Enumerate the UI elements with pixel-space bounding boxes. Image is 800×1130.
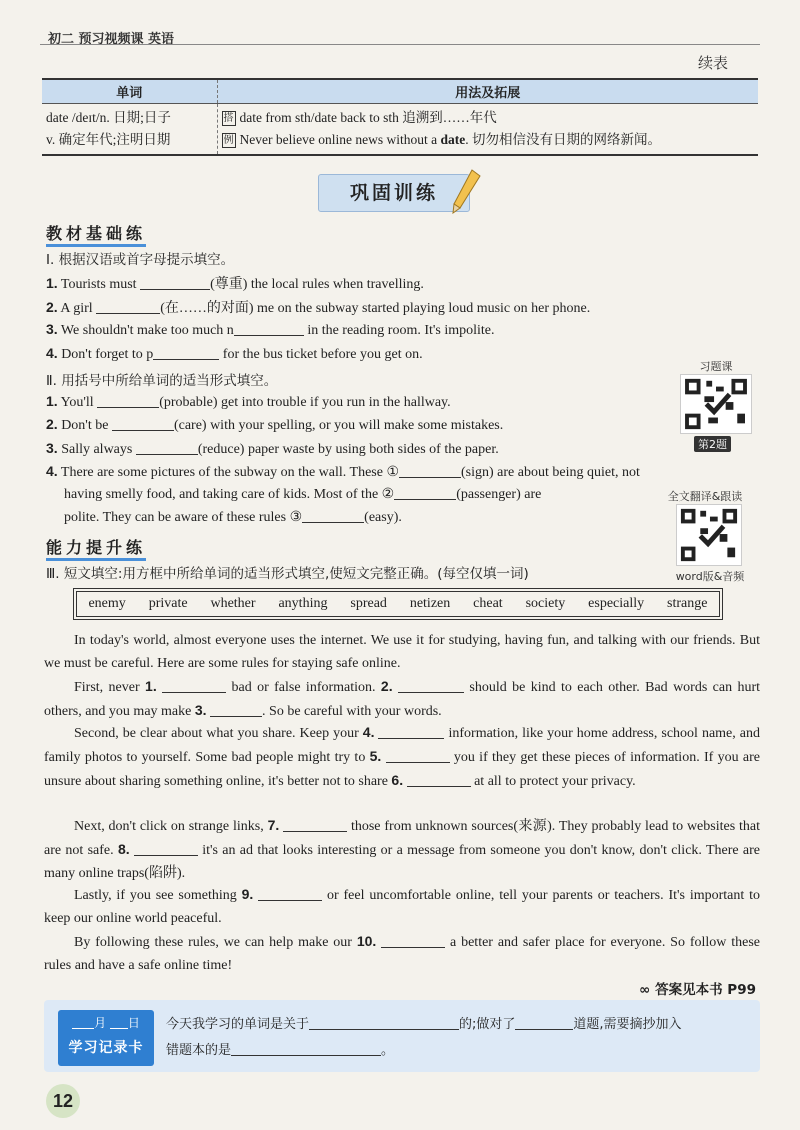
- answer-reference-text: 答案见本书 P99: [655, 982, 756, 998]
- vocab-table: [42, 78, 758, 156]
- answer-reference: [639, 978, 756, 998]
- word-bank-item: strange: [667, 596, 708, 611]
- word-bank-item: spread: [350, 596, 387, 611]
- word-cell: [42, 103, 217, 155]
- p3-text-post: (reduce) paper waste by using both sides of the paper.: [197, 442, 499, 457]
- word-definition-line1: date /deɪt/n. 日期;日子: [46, 109, 171, 125]
- section-underline: [46, 244, 146, 247]
- q1-text-pre: Tourists must: [57, 277, 141, 292]
- p4-l1-post: (sign) are about being quiet, not: [461, 465, 640, 480]
- section-title-basic-text: 教材基础练: [46, 224, 147, 243]
- passage-text: information, like your home address, school name, and family photos to yourself. Some bad people might try to: [44, 726, 760, 765]
- passage-text: should be kind to each other. Bad words can hurt others, and you may make: [44, 680, 761, 719]
- passage-text: at all to protect your privacy.: [470, 774, 636, 789]
- p4-l2-post: (passenger) are: [456, 487, 542, 502]
- qr1-title: 习题课: [699, 360, 733, 373]
- pencil-icon: [450, 168, 482, 214]
- q2-number: 2.: [46, 299, 58, 315]
- passage-text: a better and safer place for everyone. So follow these rules and have a safe online time!: [44, 935, 761, 973]
- usage-example-keyword: date: [440, 131, 466, 147]
- record-card-label: [58, 1010, 154, 1066]
- p2-text-pre: Don't be: [57, 418, 112, 433]
- q3-number: 3.: [46, 321, 58, 337]
- p4-blank-2[interactable]: [394, 486, 456, 500]
- usage-example-pre: Never believe online news without a: [239, 131, 441, 147]
- word-bank-item: whether: [210, 596, 256, 611]
- p3-number: 3.: [46, 440, 58, 456]
- blank-number-9: 9.: [241, 886, 254, 902]
- p4-line3: [64, 509, 402, 526]
- usage-cell: [217, 103, 758, 155]
- passage-text: Lastly, if you see something: [74, 888, 242, 903]
- passage-text: . So be careful with your words.: [262, 704, 442, 719]
- q1-number: 1.: [46, 275, 58, 291]
- running-header: 初二 预习视频课 英语: [48, 32, 175, 47]
- p4-line1: [46, 463, 640, 481]
- passage-text: or feel uncomfortable online, tell your parents or teachers. It's important to keep our online world peaceful.: [44, 888, 761, 926]
- blank-number-3: 3.: [194, 702, 207, 718]
- passage-text: bad or false information.: [226, 680, 381, 695]
- p2: [46, 416, 503, 434]
- q2-text-pre: A girl: [57, 301, 97, 316]
- p3: [46, 440, 499, 458]
- continued-label: 续表: [697, 54, 728, 72]
- passage-text: it's an ad that looks interesting or a message from someone you don't know, don't click. There are many online traps(陷阱).: [44, 843, 760, 881]
- section-underline: [46, 558, 146, 561]
- q1: [46, 273, 424, 293]
- header-rule: [40, 44, 760, 45]
- day-blank[interactable]: [110, 1015, 128, 1029]
- usage-example-post: . 切勿相信没有日期的网络新闻。: [465, 131, 661, 147]
- passage-paragraph-3: [44, 721, 760, 793]
- p3-blank[interactable]: [136, 441, 198, 455]
- p4-blank-1[interactable]: [399, 464, 461, 478]
- month-label: 月: [94, 1016, 107, 1030]
- p4-l3-post: (easy).: [364, 510, 402, 525]
- qr-code-icon[interactable]: [680, 374, 752, 434]
- p4-l1-pre: There are some pictures of the subway on the wall. These ①: [57, 465, 400, 480]
- passage-text: Next, don't click on strange links,: [74, 819, 268, 834]
- blank-1[interactable]: [162, 679, 226, 693]
- passage-text: those from unknown sources(来源). They probably lead to websites that are not safe.: [44, 819, 761, 858]
- q2-text-post: (在……的对面) me on the subway started playing loud music on her phone.: [160, 301, 591, 316]
- q3-text-post: in the reading room. It's impolite.: [303, 323, 495, 338]
- qr2-title: 全文翻译&跟读: [667, 490, 743, 503]
- record-text-2: 的;做对了: [459, 1017, 516, 1032]
- blank-10[interactable]: [381, 934, 445, 948]
- page-number: 12: [46, 1084, 80, 1118]
- p4-blank-3[interactable]: [302, 509, 364, 523]
- p1-number: 1.: [46, 393, 58, 409]
- month-blank[interactable]: [72, 1015, 94, 1029]
- blank-number-1: 1.: [145, 678, 157, 694]
- record-text-4: 错题本的是: [166, 1043, 232, 1058]
- passage-paragraph-5: [44, 883, 760, 930]
- study-record-card: [44, 1000, 760, 1072]
- collocation-tag: 搭: [223, 112, 234, 124]
- p3-text-pre: Sally always: [57, 442, 136, 457]
- record-text-1: 今天我学习的单词是关于: [166, 1017, 310, 1032]
- p4-number: 4.: [46, 463, 58, 479]
- q4: [46, 345, 423, 363]
- qr1-tag: 第2题: [694, 436, 731, 452]
- q4-blank[interactable]: [153, 346, 219, 360]
- blank-number-2: 2.: [380, 678, 393, 694]
- record-card-title: 学习记录卡: [68, 1040, 144, 1056]
- topic-blank[interactable]: [309, 1016, 459, 1030]
- q3-text-pre: We shouldn't make too much n: [57, 323, 234, 338]
- blank-5[interactable]: [386, 749, 450, 763]
- passage-text: you if they get these pieces of information. If you are unsure about sharing something online, it's better not to share: [44, 750, 760, 789]
- section-title-advanced-text: 能力提升练: [46, 538, 147, 557]
- blank-number-4: 4.: [362, 724, 375, 740]
- p1-text-post: (probable) get into trouble if you run in the hallway.: [159, 395, 451, 410]
- p4-line2: [64, 486, 541, 503]
- record-text-5: 。: [381, 1043, 395, 1058]
- q1-text-post: (尊重) the local rules when travelling.: [210, 277, 424, 292]
- word-bank-item: especially: [588, 596, 645, 611]
- usage-collocation: date from sth/date back to sth 追溯到……年代: [239, 109, 497, 125]
- part1-instruction: Ⅰ. 根据汉语或首字母提示填空。: [46, 252, 235, 268]
- q4-text-pre: Don't forget to p: [57, 347, 154, 362]
- col-header-usage: 用法及拓展: [217, 79, 758, 103]
- q3: [46, 321, 495, 339]
- qr2-sub: word版&音频: [675, 570, 745, 583]
- day-label: 日: [127, 1016, 140, 1030]
- passage-text: By following these rules, we can help make our: [74, 935, 357, 950]
- p2-number: 2.: [46, 416, 58, 432]
- record-prompt: [166, 1012, 746, 1064]
- word-bank-item: society: [525, 596, 566, 611]
- blank-8[interactable]: [134, 842, 198, 856]
- blank-6[interactable]: [407, 773, 471, 787]
- p4-l2-pre: having smelly food, and taking care of kids. Most of the ②: [64, 487, 395, 502]
- col-header-word: 单词: [42, 79, 217, 103]
- p1: [46, 393, 451, 411]
- word-bank-item: anything: [278, 596, 328, 611]
- blank-2[interactable]: [398, 679, 464, 693]
- part3-instruction: Ⅲ. 短文填空:用方框中所给单词的适当形式填空,使短文完整正确。(每空仅填一词): [46, 566, 529, 582]
- blank-number-6: 6.: [391, 772, 404, 788]
- passage-paragraph-1: [44, 629, 760, 675]
- word-bank-item: netizen: [409, 596, 451, 611]
- word-bank-item: enemy: [88, 596, 126, 611]
- q1-blank[interactable]: [140, 276, 210, 290]
- p1-text-pre: You'll: [57, 395, 98, 410]
- section-title-basic: [46, 221, 146, 244]
- q4-text-post: for the bus ticket before you get on.: [219, 347, 423, 362]
- record-text-3: 道题,需要摘抄加入: [573, 1017, 682, 1032]
- blank-4[interactable]: [378, 725, 444, 739]
- word-definition-line2: v. 确定年代;注明日期: [46, 131, 171, 147]
- section-banner: 巩固训练: [318, 174, 470, 212]
- p2-blank[interactable]: [112, 417, 174, 431]
- p2-text-post: (care) with your spelling, or you will make some mistakes.: [173, 418, 504, 433]
- mistake-blank[interactable]: [231, 1042, 381, 1056]
- q4-number: 4.: [46, 345, 58, 361]
- example-tag: 例: [223, 134, 234, 146]
- q2: [46, 297, 590, 317]
- link-icon: ∞: [639, 982, 651, 998]
- passage-text: First, never: [74, 680, 146, 695]
- p1-blank[interactable]: [97, 394, 159, 408]
- q2-blank[interactable]: [96, 300, 160, 314]
- passage-text: Second, be clear about what you share. Keep your: [74, 726, 363, 741]
- p4-l3-pre: polite. They can be aware of these rules ③: [64, 510, 303, 525]
- blank-number-5: 5.: [369, 748, 382, 764]
- passage-paragraph-4: [44, 814, 760, 885]
- passage-p1-text: In today's world, almost everyone uses the internet. We use it for studying, having fun, and talking with our friends. But we must be careful. Here are some rules for staying safe online.: [44, 633, 760, 671]
- blank-number-8: 8.: [117, 841, 130, 857]
- qr-code-icon[interactable]: [676, 504, 742, 566]
- blank-3[interactable]: [210, 703, 262, 717]
- passage-paragraph-2: [44, 675, 760, 723]
- q3-blank[interactable]: [234, 322, 304, 336]
- count-blank[interactable]: [515, 1016, 573, 1030]
- blank-number-10: 10.: [356, 933, 377, 949]
- section-title-advanced: [46, 535, 146, 558]
- blank-number-7: 7.: [267, 817, 280, 833]
- blank-9[interactable]: [258, 887, 322, 901]
- passage-paragraph-6: [44, 930, 760, 977]
- word-bank-item: private: [148, 596, 188, 611]
- part2-instruction: Ⅱ. 用括号中所给单词的适当形式填空。: [46, 373, 278, 389]
- word-bank: [76, 591, 720, 617]
- blank-7[interactable]: [283, 818, 347, 832]
- word-bank-item: cheat: [473, 596, 503, 611]
